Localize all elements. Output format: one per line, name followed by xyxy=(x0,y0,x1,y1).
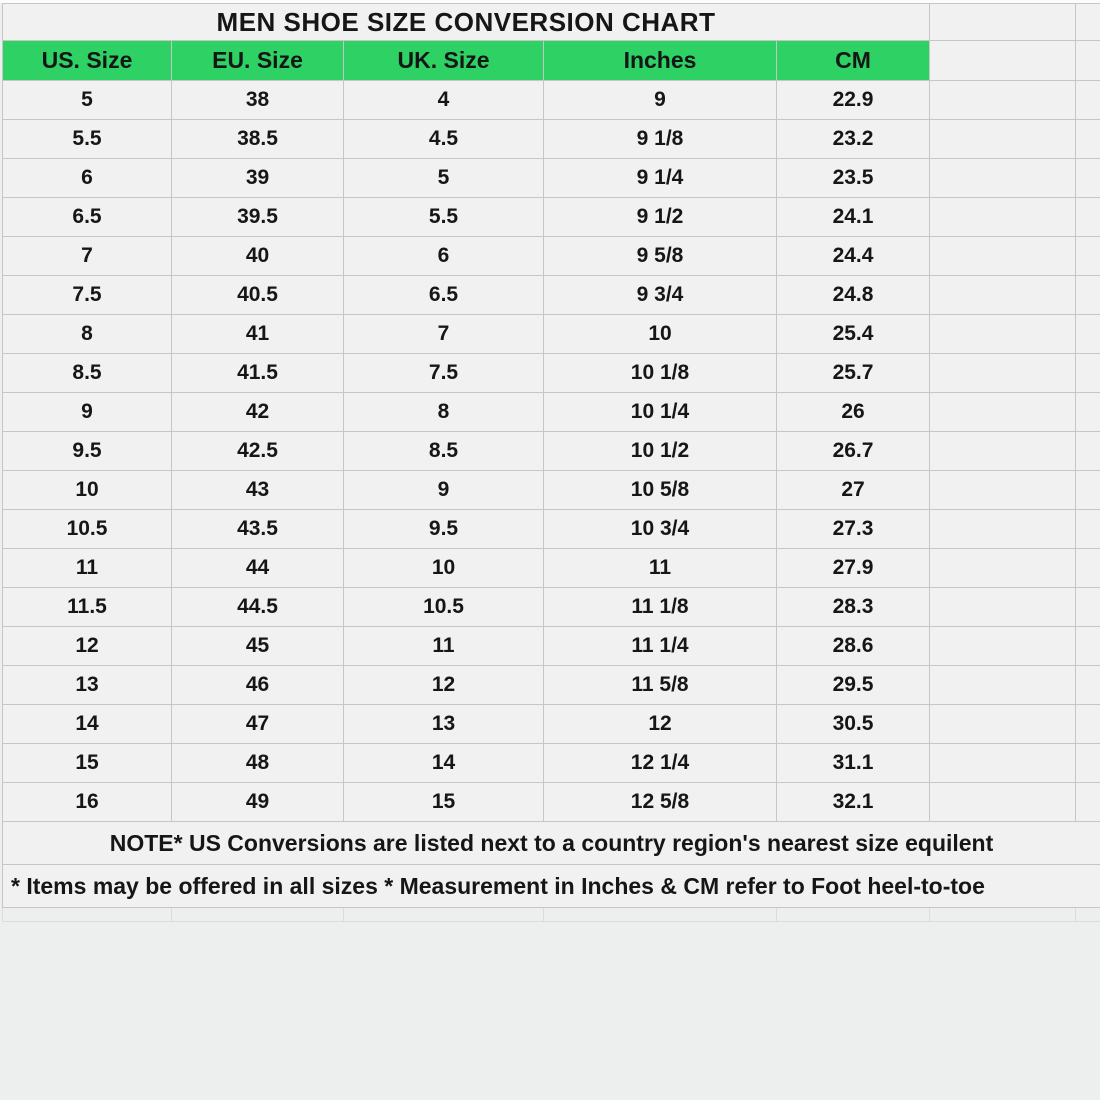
table-row xyxy=(3,666,1100,705)
table-row xyxy=(3,783,1100,822)
table-cell: 45 xyxy=(172,627,344,666)
grid-cell-empty xyxy=(777,908,930,922)
table-cell: 13 xyxy=(344,705,544,744)
empty-cell xyxy=(930,471,1076,510)
table-cell: 38 xyxy=(172,81,344,120)
table-head xyxy=(3,4,1100,81)
table-cell: 9 xyxy=(344,471,544,510)
conversion-table xyxy=(2,3,1100,922)
grid-cell-empty xyxy=(172,908,344,922)
table-cell: 5.5 xyxy=(344,198,544,237)
table-cell: 7.5 xyxy=(344,354,544,393)
grid-cell-empty xyxy=(544,908,777,922)
table-cell: 4.5 xyxy=(344,120,544,159)
empty-cell xyxy=(930,705,1076,744)
table-cell: 9 5/8 xyxy=(544,237,777,276)
table-cell: 9 1/4 xyxy=(544,159,777,198)
empty-cell xyxy=(930,666,1076,705)
empty-cell xyxy=(1076,627,1100,666)
table-cell: 14 xyxy=(344,744,544,783)
table-cell: 41.5 xyxy=(172,354,344,393)
table-cell: 28.6 xyxy=(777,627,930,666)
table-row xyxy=(3,159,1100,198)
table-body xyxy=(3,81,1100,822)
table-cell: 39.5 xyxy=(172,198,344,237)
empty-cell xyxy=(930,4,1076,41)
empty-cell xyxy=(930,783,1076,822)
table-cell: 24.1 xyxy=(777,198,930,237)
note-text-1: NOTE* US Conversions are listed next to a country region's nearest size equilent xyxy=(3,822,1100,865)
empty-cell xyxy=(930,237,1076,276)
empty-cell xyxy=(1076,120,1100,159)
header-row xyxy=(3,41,1100,81)
table-cell: 27.3 xyxy=(777,510,930,549)
table-cell: 10 1/8 xyxy=(544,354,777,393)
empty-cell xyxy=(930,120,1076,159)
table-cell: 11 5/8 xyxy=(544,666,777,705)
empty-cell xyxy=(1076,237,1100,276)
table-cell: 10 xyxy=(344,549,544,588)
table-cell: 11.5 xyxy=(3,588,172,627)
table-row xyxy=(3,549,1100,588)
empty-cell xyxy=(1076,315,1100,354)
table-cell: 5 xyxy=(3,81,172,120)
table-cell: 9.5 xyxy=(344,510,544,549)
table-cell: 12 1/4 xyxy=(544,744,777,783)
table-cell: 4 xyxy=(344,81,544,120)
table-cell: 11 xyxy=(544,549,777,588)
table-cell: 13 xyxy=(3,666,172,705)
table-row xyxy=(3,510,1100,549)
empty-cell xyxy=(930,588,1076,627)
note-row-2 xyxy=(3,865,1100,908)
table-cell: 32.1 xyxy=(777,783,930,822)
empty-cell xyxy=(930,315,1076,354)
table-cell: 11 1/8 xyxy=(544,588,777,627)
empty-cell xyxy=(1076,4,1100,41)
table-cell: 10 xyxy=(3,471,172,510)
table-cell: 15 xyxy=(3,744,172,783)
table-cell: 42 xyxy=(172,393,344,432)
table-row xyxy=(3,393,1100,432)
table-cell: 44 xyxy=(172,549,344,588)
table-cell: 9 xyxy=(544,81,777,120)
empty-cell xyxy=(930,432,1076,471)
table-row xyxy=(3,354,1100,393)
table-cell: 22.9 xyxy=(777,81,930,120)
empty-cell xyxy=(1076,354,1100,393)
table-cell: 7.5 xyxy=(3,276,172,315)
table-cell: 10.5 xyxy=(3,510,172,549)
table-cell: 10 1/2 xyxy=(544,432,777,471)
table-cell: 27.9 xyxy=(777,549,930,588)
table-row xyxy=(3,237,1100,276)
table-cell: 24.8 xyxy=(777,276,930,315)
column-header-uk-size: UK. Size xyxy=(344,41,544,81)
empty-cell xyxy=(930,354,1076,393)
empty-cell xyxy=(1076,783,1100,822)
table-cell: 39 xyxy=(172,159,344,198)
table-cell: 42.5 xyxy=(172,432,344,471)
empty-cell xyxy=(930,198,1076,237)
table-cell: 12 5/8 xyxy=(544,783,777,822)
column-header-cm: CM xyxy=(777,41,930,81)
table-row xyxy=(3,432,1100,471)
table-cell: 11 xyxy=(3,549,172,588)
empty-cell xyxy=(1076,510,1100,549)
table-cell: 15 xyxy=(344,783,544,822)
empty-cell xyxy=(1076,393,1100,432)
empty-cell xyxy=(930,276,1076,315)
table-cell: 40 xyxy=(172,237,344,276)
table-cell: 10 5/8 xyxy=(544,471,777,510)
empty-cell xyxy=(930,510,1076,549)
empty-cell xyxy=(1076,41,1100,81)
table-cell: 8.5 xyxy=(3,354,172,393)
table-cell: 41 xyxy=(172,315,344,354)
grid-cell-empty xyxy=(930,908,1076,922)
table-cell: 5.5 xyxy=(3,120,172,159)
table-cell: 26.7 xyxy=(777,432,930,471)
empty-cell xyxy=(1076,744,1100,783)
table-cell: 38.5 xyxy=(172,120,344,159)
table-cell: 27 xyxy=(777,471,930,510)
table-row xyxy=(3,588,1100,627)
table-row xyxy=(3,315,1100,354)
table-cell: 10 3/4 xyxy=(544,510,777,549)
table-cell: 12 xyxy=(544,705,777,744)
column-header-inches: Inches xyxy=(544,41,777,81)
grid-cell-empty xyxy=(3,908,172,922)
table-cell: 9 1/2 xyxy=(544,198,777,237)
empty-cell xyxy=(1076,81,1100,120)
table-cell: 7 xyxy=(344,315,544,354)
table-cell: 12 xyxy=(344,666,544,705)
empty-cell xyxy=(930,41,1076,81)
table-cell: 26 xyxy=(777,393,930,432)
table-cell: 29.5 xyxy=(777,666,930,705)
empty-cell xyxy=(1076,432,1100,471)
table-cell: 7 xyxy=(3,237,172,276)
table-cell: 49 xyxy=(172,783,344,822)
table-cell: 9 1/8 xyxy=(544,120,777,159)
column-header-us-size: US. Size xyxy=(3,41,172,81)
empty-cell xyxy=(930,81,1076,120)
empty-cell xyxy=(1076,276,1100,315)
grid-cell-empty xyxy=(344,908,544,922)
table-cell: 23.5 xyxy=(777,159,930,198)
note-row-1 xyxy=(3,822,1100,865)
empty-cell xyxy=(930,393,1076,432)
table-row xyxy=(3,198,1100,237)
table-cell: 8 xyxy=(3,315,172,354)
table-row xyxy=(3,471,1100,510)
table-cell: 10 1/4 xyxy=(544,393,777,432)
table-cell: 8.5 xyxy=(344,432,544,471)
table-cell: 25.7 xyxy=(777,354,930,393)
table-cell: 16 xyxy=(3,783,172,822)
table-row xyxy=(3,120,1100,159)
table-cell: 48 xyxy=(172,744,344,783)
table-cell: 6.5 xyxy=(344,276,544,315)
table-cell: 11 1/4 xyxy=(544,627,777,666)
empty-cell xyxy=(1076,159,1100,198)
empty-cell xyxy=(1076,705,1100,744)
table-cell: 8 xyxy=(344,393,544,432)
table-cell: 24.4 xyxy=(777,237,930,276)
table-cell: 40.5 xyxy=(172,276,344,315)
table-cell: 44.5 xyxy=(172,588,344,627)
table-cell: 5 xyxy=(344,159,544,198)
empty-cell xyxy=(1076,549,1100,588)
empty-cell xyxy=(1076,471,1100,510)
table-cell: 6.5 xyxy=(3,198,172,237)
table-cell: 6 xyxy=(344,237,544,276)
empty-cell xyxy=(930,744,1076,783)
title-row xyxy=(3,4,1100,41)
empty-cell xyxy=(1076,666,1100,705)
table-cell: 9.5 xyxy=(3,432,172,471)
partial-empty-row xyxy=(3,908,1100,922)
table-row xyxy=(3,627,1100,666)
table-cell: 46 xyxy=(172,666,344,705)
table-row xyxy=(3,744,1100,783)
table-row xyxy=(3,705,1100,744)
table-cell: 11 xyxy=(344,627,544,666)
column-header-eu-size: EU. Size xyxy=(172,41,344,81)
table-cell: 31.1 xyxy=(777,744,930,783)
table-cell: 25.4 xyxy=(777,315,930,354)
grid-cell-empty xyxy=(1076,908,1100,922)
table-cell: 6 xyxy=(3,159,172,198)
table-row xyxy=(3,276,1100,315)
empty-cell xyxy=(1076,198,1100,237)
table-row xyxy=(3,81,1100,120)
table-cell: 28.3 xyxy=(777,588,930,627)
table-cell: 9 3/4 xyxy=(544,276,777,315)
table-cell: 43.5 xyxy=(172,510,344,549)
table-cell: 14 xyxy=(3,705,172,744)
table-cell: 10.5 xyxy=(344,588,544,627)
note-text-2: * Items may be offered in all sizes * Measurement in Inches & CM refer to Foot heel-to-toe xyxy=(3,865,1100,908)
table-cell: 10 xyxy=(544,315,777,354)
empty-cell xyxy=(930,159,1076,198)
table-cell: 30.5 xyxy=(777,705,930,744)
table-cell: 43 xyxy=(172,471,344,510)
table-cell: 12 xyxy=(3,627,172,666)
table-cell: 23.2 xyxy=(777,120,930,159)
table-cell: 9 xyxy=(3,393,172,432)
empty-cell xyxy=(930,627,1076,666)
empty-cell xyxy=(930,549,1076,588)
table-footer xyxy=(3,822,1100,922)
empty-cell xyxy=(1076,588,1100,627)
chart-title: MEN SHOE SIZE CONVERSION CHART xyxy=(3,4,930,41)
table-cell: 47 xyxy=(172,705,344,744)
